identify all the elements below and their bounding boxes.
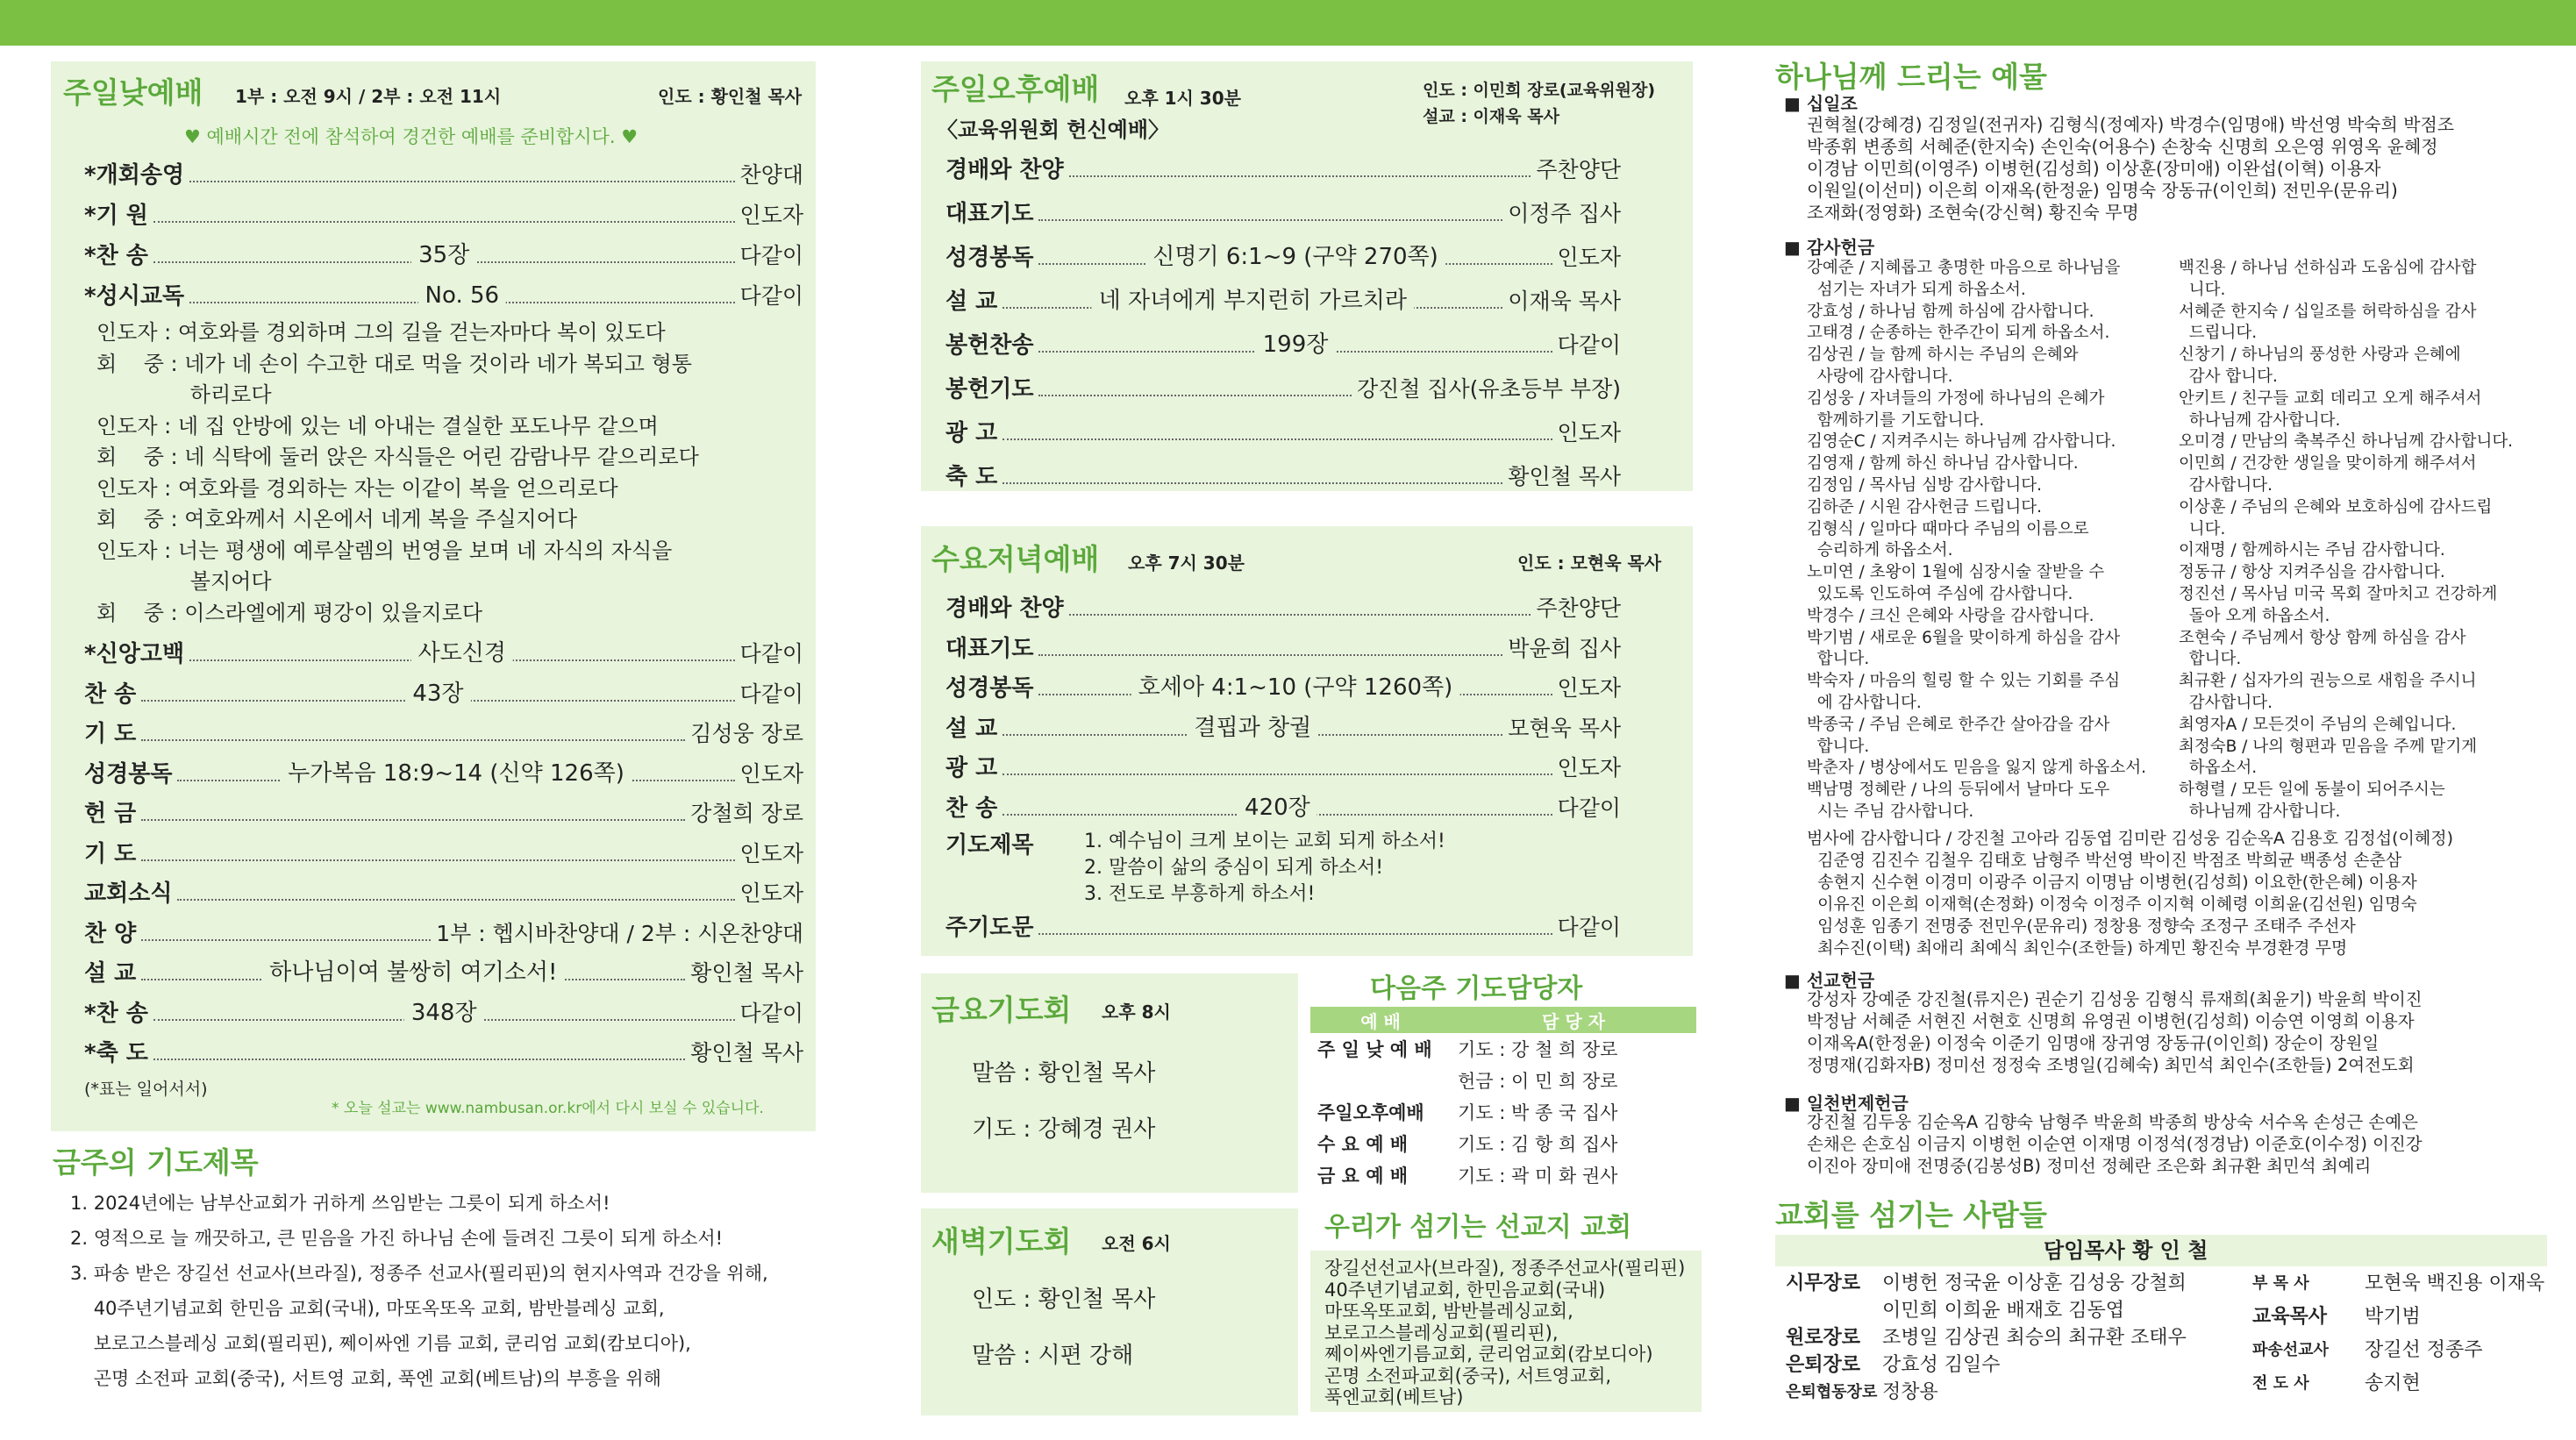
order-leader: 모현욱 목사	[1508, 715, 1621, 741]
order-leader: 다같이	[739, 1000, 803, 1026]
order-row	[945, 156, 1621, 184]
dot-leader	[141, 727, 685, 741]
order-leader: 이재욱 목사	[1508, 289, 1621, 314]
prayer-item: 3. 파송 받은 장길선 선교사(브라질), 정종주 선교사(필리핀)의 현지사역과 건강을 위해,	[70, 1263, 768, 1284]
mission-line: 쩨이싸엔기름교회, 쿤리엄교회(캄보디아)	[1324, 1344, 1653, 1365]
order-label: 헌 금	[84, 801, 137, 827]
order-leader: 주찬양단	[1536, 157, 1621, 182]
offering-line: 이상훈 / 주님의 은혜와 보호하심에 감사드립	[2179, 497, 2493, 517]
servant-names: 이민희 이희윤 배재호 김동엽	[1882, 1300, 2125, 1322]
servant-role: 교육목사	[2252, 1306, 2328, 1328]
offering-line: 오미경 / 만남의 축복주신 하나님께 감사합니다.	[2179, 432, 2514, 452]
offering-line: 안키트 / 친구들 교회 데리고 오게 해주셔서	[2179, 389, 2482, 408]
dot-leader	[153, 999, 735, 1026]
offering-line: 함께하기를 기도합니다.	[1807, 410, 1985, 430]
prayer-item: 곤명 소전파 교회(중국), 서트영 교회, 푹엔 교회(베트남)의 부흥을 위해	[70, 1368, 661, 1389]
order-label: 성경봉독	[945, 675, 1034, 702]
sermon-website-note[interactable]: * 오늘 설교는 www.nambusan.or.kr에서 다시 보실 수 있습니다.	[332, 1100, 764, 1117]
order-label: 성경봉독	[84, 760, 173, 788]
next-row	[1310, 1096, 1696, 1128]
offering-line: 이유진 이은희 이재혁(손정화) 이정숙 이정주 이지혁 이혜령 이희윤(김선원) 임명숙	[1807, 895, 2417, 914]
order-item: 네 자녀에게 부지런히 가르치라	[1092, 287, 1414, 315]
dawn-line-1: 인도 : 황인철 목사	[972, 1287, 1156, 1313]
order-row	[84, 920, 803, 948]
order-leader: 인도자	[1557, 245, 1621, 270]
dawn-time: 오전 6시	[1102, 1233, 1171, 1254]
order-label: 찬 양	[84, 920, 137, 947]
offering-line: 노미연 / 초왕이 1월에 심장시술 잘받을 수	[1807, 563, 2105, 582]
order-leader: 강철희 장로	[690, 801, 803, 826]
servant-names: 이병헌 정국윤 이상훈 김성웅 강철희	[1882, 1272, 2187, 1294]
order-item: 420장	[1238, 794, 1317, 822]
next-row	[1310, 1033, 1696, 1065]
prayer-item: 40주년기념교회 한민음 교회(국내), 마또옥또옥 교회, 밤반블레싱 교회,	[70, 1298, 665, 1319]
order-label: *찬 송	[84, 243, 148, 269]
order-label: 설 교	[84, 960, 137, 987]
order-row	[945, 200, 1621, 228]
offering-line: 박경수 / 크신 은혜와 사랑을 감사합니다.	[1807, 606, 2094, 625]
order-leader: 황인철 목사	[1508, 464, 1621, 489]
next-row	[1310, 1128, 1696, 1159]
order-label: 대표기도	[945, 635, 1034, 662]
offering-line: 권혁철(강혜경) 김정일(전귀자) 김형식(정예자) 박경수(임명애) 박선영 박숙희 박점조	[1807, 114, 2455, 135]
order-row	[945, 463, 1621, 491]
offering-line: 합니다.	[1807, 650, 1870, 669]
offering-line: 김하준 / 시원 감사헌금 드립니다.	[1807, 497, 2042, 517]
order-label: 설 교	[945, 715, 998, 742]
order-label: *성시교독	[84, 283, 185, 310]
mission-line: 장길선선교사(브라질), 정종주선교사(필리핀)	[1324, 1258, 1686, 1279]
mission-line: 40주년기념교회, 한민음교회(국내)	[1324, 1279, 1606, 1301]
prayer-item: 보로고스블레싱 교회(필리핀), 쩨이싸엔 기름 교회, 쿤리엄 교회(캄보디아),	[70, 1333, 691, 1354]
offering-line: 최영자A / 모든것이 주님의 은혜입니다.	[2179, 715, 2457, 734]
offering-line: 니다.	[2179, 519, 2226, 538]
offering-line: 김영재 / 함께 하신 하나님 감사합니다.	[1807, 454, 2079, 474]
servants-title: 교회를 섬기는 사람들	[1775, 1198, 2047, 1232]
offering-line: 서혜준 한지숙 / 십일조를 허락하심을 감사	[2179, 302, 2477, 321]
wed-prayer-topics-label: 기도제목	[945, 832, 1034, 859]
sunday-morning-time: 1부 : 오전 9시 / 2부 : 오전 11시	[235, 86, 502, 107]
order-row	[84, 681, 803, 709]
order-label: *개회송영	[84, 162, 185, 189]
offering-line: 김형식 / 일마다 때마다 주님의 이름으로	[1807, 519, 2089, 538]
offering-line: 이원일(이선미) 이은희 이재옥(한정윤) 임명숙 장동규(이인희) 전민우(문유리)	[1807, 180, 2398, 201]
order-label: 성경봉독	[945, 245, 1034, 271]
offering-line: 합니다.	[1807, 737, 1870, 756]
dot-leader	[141, 927, 431, 941]
mission-line: 푹엔교회(베트남)	[1324, 1387, 1464, 1408]
dot-leader	[189, 282, 734, 309]
responsive-line: 인도자 : 여호와를 경외하며 그의 길을 걷는자마다 복이 있도다	[96, 320, 666, 345]
order-row	[945, 635, 1621, 663]
offering-line: 승리하게 하옵소서.	[1807, 541, 1953, 560]
order-item: 하나님이여 불쌍히 여기소서!	[262, 959, 564, 987]
order-item: No. 56	[418, 282, 507, 310]
dot-leader	[1003, 714, 1502, 741]
next-service: 주일오후예배	[1317, 1102, 1424, 1123]
order-leader: 다같이	[1557, 795, 1621, 821]
offering-line: 에 감사합니다.	[1807, 694, 1922, 712]
responsive-line: 인도자 : 너는 평생에 예루살렘의 번영을 보며 네 자식의 자식을	[96, 538, 673, 563]
responsive-line: 회 중 : 네 식탁에 둘러 앉은 자식들은 어린 감람나무 같으리로다	[96, 445, 699, 469]
servant-names: 장길선 정종주	[2365, 1339, 2483, 1361]
offering-line: 하나님께 감사합니다.	[2179, 802, 2341, 821]
order-leader: 인도자	[739, 203, 803, 228]
order-row	[84, 202, 803, 230]
offering-line: 범사에 감사합니다 / 강진철 고아라 김동엽 김미란 김성웅 김순옥A 김용호 김정섭(이혜정)	[1807, 829, 2454, 848]
offering-line: 돌아 오게 하옵소서.	[2179, 606, 2330, 625]
order-row	[945, 595, 1621, 623]
order-row	[945, 244, 1621, 272]
order-leader: 다같이	[739, 641, 803, 667]
order-row	[945, 674, 1621, 702]
order-leader: 인도자	[739, 760, 803, 787]
order-label: 봉헌기도	[945, 376, 1034, 403]
next-week-title: 다음주 기도담당자	[1370, 973, 1583, 1004]
next-row	[1310, 1065, 1696, 1096]
servant-role: 은퇴장로	[1786, 1354, 1861, 1376]
servant-names: 조병일 김상권 최승의 최규환 조태우	[1882, 1327, 2187, 1349]
order-label: 경배와 찬양	[945, 595, 1064, 622]
worship-notice: ♥ 예배시간 전에 참석하여 경건한 예배를 준비합시다. ♥	[184, 126, 639, 147]
next-week-table	[1310, 1007, 1696, 1191]
order-label: 경배와 찬양	[945, 157, 1064, 183]
sunday-morning-leader: 인도 : 황인철 목사	[658, 86, 803, 107]
next-person: 기도 : 김 항 희 집사	[1458, 1134, 1618, 1155]
dot-leader	[141, 680, 734, 707]
next-service: 수 요 예 배	[1317, 1134, 1409, 1155]
offering-line: 김상권 / 늘 함께 하시는 주님의 은혜와	[1807, 346, 2079, 365]
mission-line: 보로고스블레싱교회(필리핀),	[1324, 1322, 1559, 1344]
wednesday-leader: 인도 : 모현욱 목사	[1517, 552, 1662, 574]
order-leader: 박윤희 집사	[1508, 635, 1621, 661]
order-leader: 이정주 집사	[1508, 201, 1621, 226]
servant-role: 전 도 사	[2252, 1374, 2309, 1393]
dot-leader	[1038, 642, 1502, 656]
order-leader: 다같이	[1557, 332, 1621, 358]
offering-line: 강예준 / 지혜롭고 총명한 마음으로 하나님을	[1807, 259, 2121, 277]
next-service: 주 일 낮 예 배	[1317, 1039, 1432, 1060]
order-row	[945, 288, 1621, 316]
next-person: 헌금 : 이 민 희 장로	[1458, 1071, 1618, 1092]
offering-line: 김정임 / 목사님 심방 감사합니다.	[1807, 476, 2042, 495]
offering-category: ■ 선교헌금	[1784, 970, 1875, 991]
dot-leader	[1038, 382, 1351, 396]
offering-line: 박종국 / 주님 은혜로 한주간 살아감을 감사	[1807, 715, 2110, 734]
dot-leader	[1003, 288, 1502, 314]
wed-prayer-item: 2. 말씀이 삶의 중심이 되게 하소서!	[1084, 857, 1384, 879]
offering-category: ■ 십일조	[1784, 93, 1858, 114]
top-accent-bar	[0, 0, 2576, 46]
dot-leader	[1038, 244, 1552, 270]
offering-line: 감사합니다.	[2179, 694, 2273, 712]
offering-line: 최정숙B / 나의 형편과 믿음을 주께 맡기게	[2179, 737, 2478, 756]
order-row	[945, 754, 1621, 782]
order-leader: 강진철 집사(유초등부 부장)	[1356, 376, 1621, 402]
order-label: 광 고	[945, 755, 998, 781]
next-person: 기도 : 곽 미 화 권사	[1458, 1166, 1618, 1187]
wednesday-time: 오후 7시 30분	[1128, 552, 1245, 574]
order-row	[84, 720, 803, 748]
order-leader: 인도자	[1557, 420, 1621, 446]
servant-role: 파송선교사	[2252, 1341, 2329, 1359]
order-leader: 인도자	[739, 840, 803, 866]
offering-line: 섬기는 자녀가 되게 하옵소서.	[1807, 280, 2026, 299]
prayer-item: 2. 영적으로 늘 깨끗하고, 큰 믿음을 가진 하나님 손에 들려진 그릇이 되게 하소서!	[70, 1228, 724, 1249]
dot-leader	[1038, 331, 1552, 358]
offering-line: 합니다.	[2179, 650, 2242, 669]
offering-line: 백남명 정혜란 / 나의 등뒤에서 날마다 도우	[1807, 781, 2110, 800]
next-row	[1310, 1159, 1696, 1191]
mission-line: 곤명 소전파교회(중국), 서트영교회,	[1324, 1365, 1612, 1387]
order-label: 찬 송	[84, 681, 137, 708]
friday-line-2: 기도 : 강혜경 권사	[972, 1116, 1156, 1143]
order-leader: 주찬양단	[1536, 595, 1621, 621]
order-leader: 인도자	[1557, 755, 1621, 781]
offering-line: 박정남 서혜준 서현진 서현호 신명희 유영권 이병헌(김성희) 이승연 이영희 이용자	[1807, 1011, 2415, 1031]
offering-line: 이재옥A(한정윤) 이정숙 이준기 임명애 장귀영 장동규(이인희) 장순이 장원일	[1807, 1033, 2380, 1053]
order-row	[945, 419, 1621, 447]
wed-prayer-item: 3. 전도로 부흥하게 하소서!	[1084, 883, 1316, 905]
offering-line: 고태경 / 순종하는 한주간이 되게 하옵소서.	[1807, 324, 2110, 343]
weekly-prayer-title: 금주의 기도제목	[53, 1145, 259, 1180]
dot-leader	[1003, 470, 1502, 484]
offering-line: 박종휘 변종희 서혜준(한지숙) 손인숙(어용수) 손창숙 신명희 오은영 위영옥 윤혜정	[1807, 136, 2438, 157]
offering-line: 정동규 / 항상 지켜주심을 감사합니다.	[2179, 563, 2445, 582]
offering-line: 김성웅 / 자녀들의 가정에 하나님의 은혜가	[1807, 389, 2105, 408]
order-label: *신앙고백	[84, 641, 185, 667]
dot-leader	[1069, 602, 1531, 616]
offering-line: 박숙자 / 마음의 힐링 할 수 있는 기회를 주심	[1807, 672, 2121, 691]
prayer-item: 1. 2024년에는 남부산교회가 귀하게 쓰임받는 그릇이 되게 하소서!	[70, 1193, 610, 1214]
offering-line: 이민희 / 건강한 생일을 맞이하게 해주셔서	[2179, 454, 2477, 474]
servant-names: 모현욱 백진용 이재욱	[2365, 1272, 2545, 1294]
servant-role: 시무장로	[1786, 1272, 1861, 1294]
next-service	[1310, 1065, 1451, 1096]
offering-line: 니다.	[2179, 280, 2226, 299]
order-leader: 다같이	[739, 243, 803, 268]
offering-line: 백진용 / 하나님 선하심과 도움심에 감사합	[2179, 259, 2477, 277]
order-label: 축 도	[945, 464, 998, 490]
offering-line: 이경남 이민희(이영주) 이병헌(김성희) 이상훈(장미애) 이완섭(이혁) 이용자	[1807, 158, 2381, 179]
dot-leader	[141, 847, 734, 861]
offering-line: 사랑에 감사합니다.	[1807, 367, 1953, 386]
sunday-afternoon-time: 오후 1시 30분	[1124, 88, 1241, 109]
offering-line: 김영순C / 지켜주시는 하나님께 감사합니다.	[1807, 432, 2116, 452]
dot-leader	[1038, 207, 1502, 221]
friday-title: 금요기도회	[931, 993, 1072, 1027]
dot-leader	[177, 759, 734, 787]
order-item: 호세아 4:1~10 (구약 1260쪽)	[1131, 674, 1460, 702]
order-leader: 1부 : 헵시바찬양대 / 2부 : 시온찬양대	[436, 920, 803, 946]
lords-prayer-right: 다같이	[1557, 915, 1621, 940]
offering-line: 김준영 김진수 김철우 김태호 남형주 박선영 박이진 박점조 박희균 백종성 손춘삼	[1807, 851, 2402, 870]
order-label: *찬 송	[84, 1000, 148, 1027]
order-item: 43장	[405, 680, 470, 708]
order-row	[84, 760, 803, 788]
order-row	[84, 640, 803, 668]
dot-leader	[1003, 794, 1552, 821]
order-item: 199장	[1256, 331, 1336, 359]
dot-leader	[141, 959, 685, 986]
responsive-line: 회 중 : 네가 네 손이 수고한 대로 먹을 것이라 네가 복되고 형통	[96, 351, 692, 376]
offering-line: 최수진(이택) 최애리 최예식 최인수(조한들) 하계민 황진숙 부경환경 무명	[1807, 938, 2348, 958]
offering-line: 조현숙 / 주님께서 항상 함께 하심을 감사	[2179, 628, 2466, 647]
dot-leader	[141, 807, 685, 821]
wednesday-title: 수요저녁예배	[931, 542, 1100, 576]
dot-leader	[1003, 761, 1552, 775]
responsive-line: 인도자 : 네 집 안방에 있는 네 아내는 결실한 포도나무 같으며	[96, 413, 659, 438]
dot-leader	[153, 209, 735, 223]
offering-line: 강진철 김두웅 김순옥A 김향숙 남형주 박윤희 박종희 방상숙 서수옥 손성근 손예은	[1807, 1112, 2418, 1132]
lords-prayer-label: 주기도문	[945, 915, 1034, 941]
order-label: 설 교	[945, 289, 998, 315]
dawn-line-2: 말씀 : 시편 강해	[972, 1343, 1134, 1369]
order-row	[84, 1039, 803, 1067]
order-label: 대표기도	[945, 201, 1034, 227]
sunday-afternoon-subtitle: 〈교육위원회 헌신예배〉	[937, 118, 1170, 142]
sunday-afternoon-preacher: 설교 : 이재욱 목사	[1423, 107, 1559, 126]
sunday-afternoon-leader: 인도 : 이민희 장로(교육위원장)	[1423, 81, 1656, 100]
offering-line: 임성훈 임종기 전명중 전민우(문유리) 정창용 정향숙 조정구 조태주 주선자	[1807, 916, 2356, 936]
servant-names: 정창용	[1882, 1381, 1938, 1403]
offering-line: 드립니다.	[2179, 324, 2258, 343]
order-leader: 인도자	[739, 880, 803, 906]
dot-leader	[189, 168, 734, 182]
dot-leader	[153, 1046, 685, 1060]
order-item: 신명기 6:1~9 (구약 270쪽)	[1145, 243, 1445, 271]
offering-line: 있도록 인도하여 주심에 감사합니다.	[1807, 585, 2073, 603]
next-person: 기도 : 박 종 국 집사	[1458, 1102, 1618, 1123]
order-leader: 다같이	[739, 681, 803, 707]
order-row	[84, 282, 803, 310]
order-leader: 찬양대	[739, 162, 803, 188]
servant-role: 원로장로	[1786, 1327, 1861, 1349]
order-row	[945, 375, 1621, 403]
offering-line: 이진아 장미애 전명중(김봉성B) 정미선 정혜란 조은화 최규환 최민석 최예리	[1807, 1156, 2372, 1176]
next-person: 기도 : 강 철 희 장로	[1458, 1039, 1618, 1060]
sunday-morning-title: 주일낮예배	[63, 75, 203, 110]
order-item: 35장	[411, 241, 476, 269]
offering-line: 강효성 / 하나님 함께 하심에 감사합니다.	[1807, 302, 2094, 321]
dot-leader	[177, 887, 734, 901]
order-label: 봉헌찬송	[945, 332, 1034, 359]
friday-time: 오후 8시	[1102, 1002, 1171, 1023]
offering-line: 시는 주님 감사합니다.	[1807, 802, 1974, 821]
servant-names: 박기범	[2365, 1306, 2421, 1328]
offering-line: 강성자 강예준 강진철(류지은) 권순기 김성웅 김형식 류재희(최윤기) 박윤희 박이진	[1807, 989, 2423, 1009]
offering-line: 신창기 / 하나님의 풍성한 사랑과 은혜에	[2179, 346, 2461, 365]
standing-footnote: (*표는 일어서서)	[84, 1080, 208, 1099]
order-label: 교회소식	[84, 880, 173, 907]
order-label: 광 고	[945, 420, 998, 446]
offering-line: 박춘자 / 병상에서도 믿음을 잃지 않게 하옵소서.	[1807, 759, 2146, 778]
order-label: 기 도	[84, 840, 137, 867]
order-row	[84, 880, 803, 908]
order-label: 기 도	[84, 721, 137, 747]
order-row	[84, 161, 803, 189]
offering-line: 하옵소서.	[2179, 759, 2258, 778]
missions-title: 우리가 섬기는 선교지 교회	[1324, 1212, 1632, 1243]
order-leader: 황인철 목사	[690, 960, 803, 986]
dot-leader	[189, 640, 734, 667]
next-col-service: 예 배	[1360, 1010, 1401, 1032]
sunday-afternoon-title: 주일오후예배	[931, 72, 1100, 106]
order-row	[945, 331, 1621, 360]
order-row	[84, 1000, 803, 1028]
order-row	[84, 959, 803, 987]
responsive-line: 회 중 : 여호와께서 시온에서 네게 복을 주실지어다	[96, 507, 578, 531]
order-row	[945, 795, 1621, 823]
next-col-person: 담 당 자	[1542, 1010, 1605, 1032]
dot-leader	[1038, 674, 1552, 701]
offering-line: 하형렬 / 모든 일에 동불이 되어주시는	[2179, 781, 2445, 800]
dot-leader	[1003, 426, 1552, 440]
order-leader: 다같이	[739, 283, 803, 309]
senior-pastor: 담임목사 황 인 철	[2044, 1238, 2209, 1263]
order-item: 348장	[404, 999, 484, 1027]
responsive-line: 회 중 : 이스라엘에게 평강이 있을지로다	[96, 600, 483, 625]
offering-line: 최규환 / 십자가의 권능으로 새힘을 주시니	[2179, 672, 2477, 691]
offering-line: 송현지 신수현 이경미 이광주 이금지 이명남 이병헌(김성희) 이요한(한은혜) 이용자	[1807, 873, 2417, 892]
order-label: *기 원	[84, 203, 148, 229]
responsive-line: 볼지어다	[96, 569, 272, 594]
offerings-title: 하나님께 드리는 예물	[1775, 60, 2047, 94]
servant-role: 부 목 사	[2252, 1274, 2309, 1293]
order-row	[84, 840, 803, 868]
order-leader: 인도자	[1557, 675, 1621, 701]
responsive-line: 인도자 : 여호와를 경외하는 자는 이같이 복을 얻으리로다	[96, 475, 618, 501]
order-label: *축 도	[84, 1040, 148, 1066]
servant-role: 은퇴협동장로	[1786, 1383, 1878, 1401]
dot-leader	[153, 242, 735, 268]
order-leader: 김성웅 장로	[690, 721, 803, 746]
offering-line: 정진선 / 목사님 미국 목회 잘마치고 건강하게	[2179, 585, 2498, 603]
order-leader: 황인철 목사	[690, 1040, 803, 1066]
dot-leader	[1069, 163, 1531, 177]
offering-line: 손채은 손호심 이금지 이병헌 이순연 이재명 이정석(정경남) 이준호(이수정) 이진강	[1807, 1134, 2423, 1154]
offering-line: 박기범 / 새로운 6월을 맞이하게 하심을 감사	[1807, 628, 2121, 647]
offering-line: 정명재(김화자B) 정미선 정정숙 조병일(김혜숙) 최민석 최인수(조한들) 2여전도회	[1807, 1055, 2415, 1075]
order-item: 사도신경	[411, 639, 513, 667]
responsive-line: 하리로다	[96, 382, 272, 407]
dot-leader	[1038, 921, 1552, 935]
offering-line: 감사합니다.	[2179, 476, 2273, 495]
wed-prayer-item: 1. 예수님이 크게 보이는 교회 되게 하소서!	[1084, 830, 1445, 852]
offering-line: 조재화(정영화) 조현숙(강신혁) 황진숙 무명	[1807, 202, 2139, 223]
lords-prayer-row	[945, 914, 1621, 942]
friday-line-1: 말씀 : 황인철 목사	[972, 1060, 1156, 1087]
order-row	[84, 800, 803, 828]
order-row	[945, 715, 1621, 743]
offering-line: 하나님께 감사합니다.	[2179, 410, 2341, 430]
mission-line: 마또옥또교회, 밤반블레싱교회,	[1324, 1301, 1573, 1322]
order-label: 찬 송	[945, 795, 998, 822]
offering-line: 이재명 / 함께하시는 주님 감사합니다.	[2179, 541, 2445, 560]
order-row	[84, 242, 803, 270]
order-item: 결핍과 창궐	[1187, 714, 1318, 742]
next-service: 금 요 예 배	[1317, 1166, 1409, 1187]
dawn-title: 새벽기도회	[931, 1224, 1072, 1258]
offering-category: ■ 감사헌금	[1784, 237, 1875, 258]
servant-names: 송지현	[2365, 1372, 2421, 1394]
order-item: 누가복음 18:9~14 (신약 126쪽)	[281, 759, 632, 788]
offering-line: 감사 합니다.	[2179, 367, 2278, 386]
offering-category: ■ 일천번제헌금	[1784, 1093, 1909, 1114]
servant-names: 강효성 김일수	[1882, 1354, 2001, 1376]
